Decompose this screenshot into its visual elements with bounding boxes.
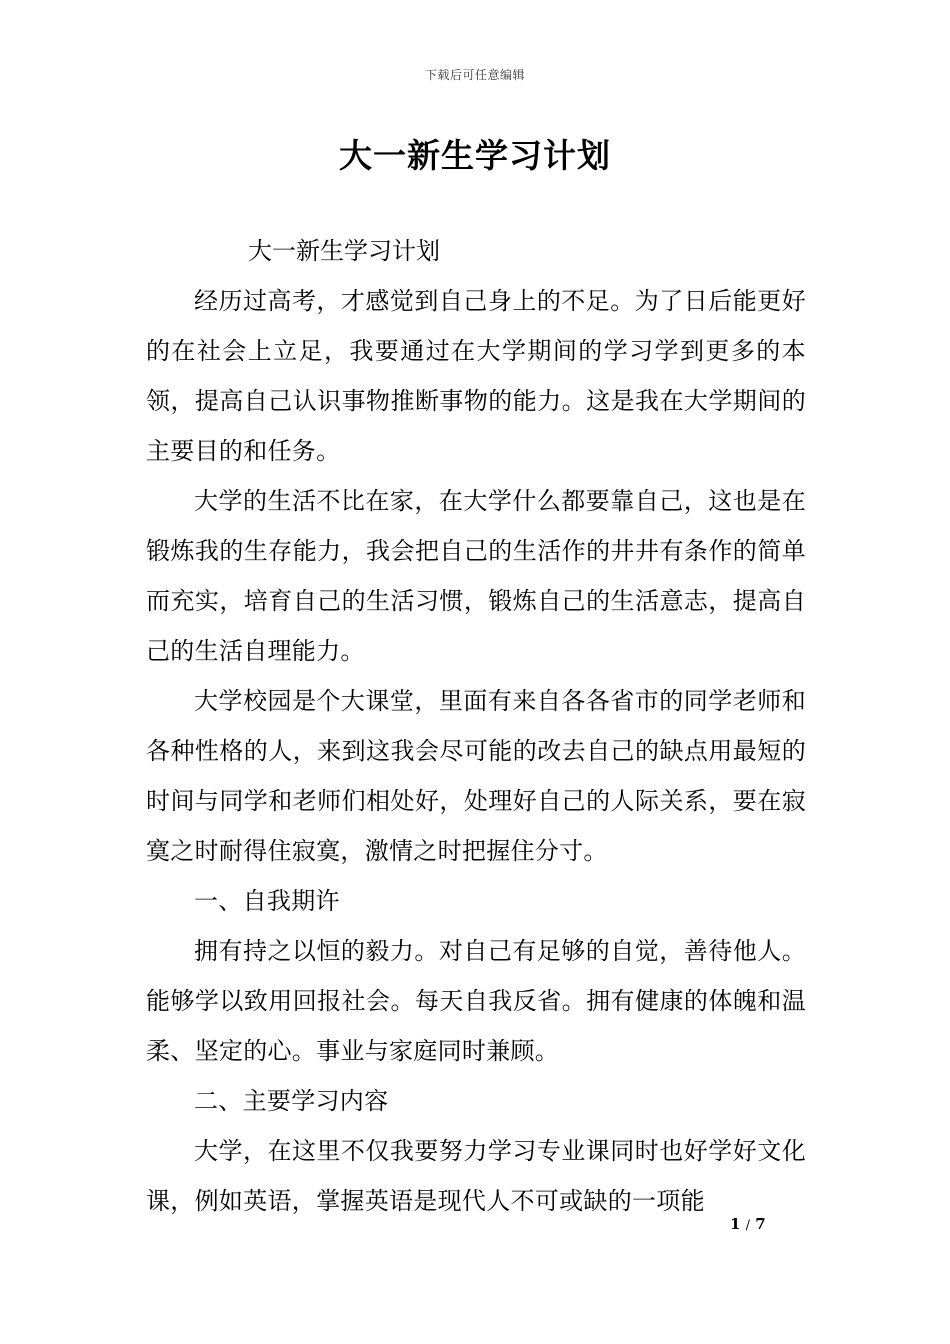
page-current: 1	[730, 1215, 741, 1233]
paragraph-5: 大学，在这里不仅我要努力学习专业课同时也好学好文化课，例如英语，掌握英语是现代人不可或缺的一项能	[146, 1137, 806, 1215]
section-heading-study-content: 二、主要学习内容	[194, 1087, 389, 1115]
paragraph-1: 经历过高考，才感觉到自己身上的不足。为了日后能更好的在社会上立足，我要通过在大学期间的学习学到更多的本领，提高自己认识事物推断事物的能力。这是我在大学期间的主要目的和任务。	[146, 287, 806, 465]
page-number	[730, 1215, 766, 1233]
document-title: 大一新生学习计划	[339, 136, 611, 175]
paragraph-2: 大学的生活不比在家，在大学什么都要靠自己，这也是在锻炼我的生存能力，我会把自己的生活作的井井有条作的简单而充实，培育自己的生活习惯，锻炼自己的生活意志，提高自己的生活自理能力。	[146, 487, 806, 665]
section-heading-self-expectation: 一、自我期许	[194, 887, 340, 915]
paragraph-3: 大学校园是个大课堂，里面有来自各各省市的同学老师和各种性格的人，来到这我会尽可能的改去自己的缺点用最短的时间与同学和老师们相处好，处理好自己的人际关系，要在寂寞之时耐得住寂寞，激情之时把握住分寸。	[146, 687, 806, 865]
document-body	[146, 226, 806, 1226]
header-note: 下载后可任意编辑	[424, 68, 525, 82]
document-subtitle: 大一新生学习计划	[248, 237, 440, 265]
page-total: 7	[755, 1215, 766, 1233]
page-separator: /	[745, 1218, 751, 1233]
paragraph-4: 拥有持之以恒的毅力。对自己有足够的自觉，善待他人。能够学以致用回报社会。每天自我反省。拥有健康的体魄和温柔、坚定的心。事业与家庭同时兼顾。	[146, 937, 806, 1065]
